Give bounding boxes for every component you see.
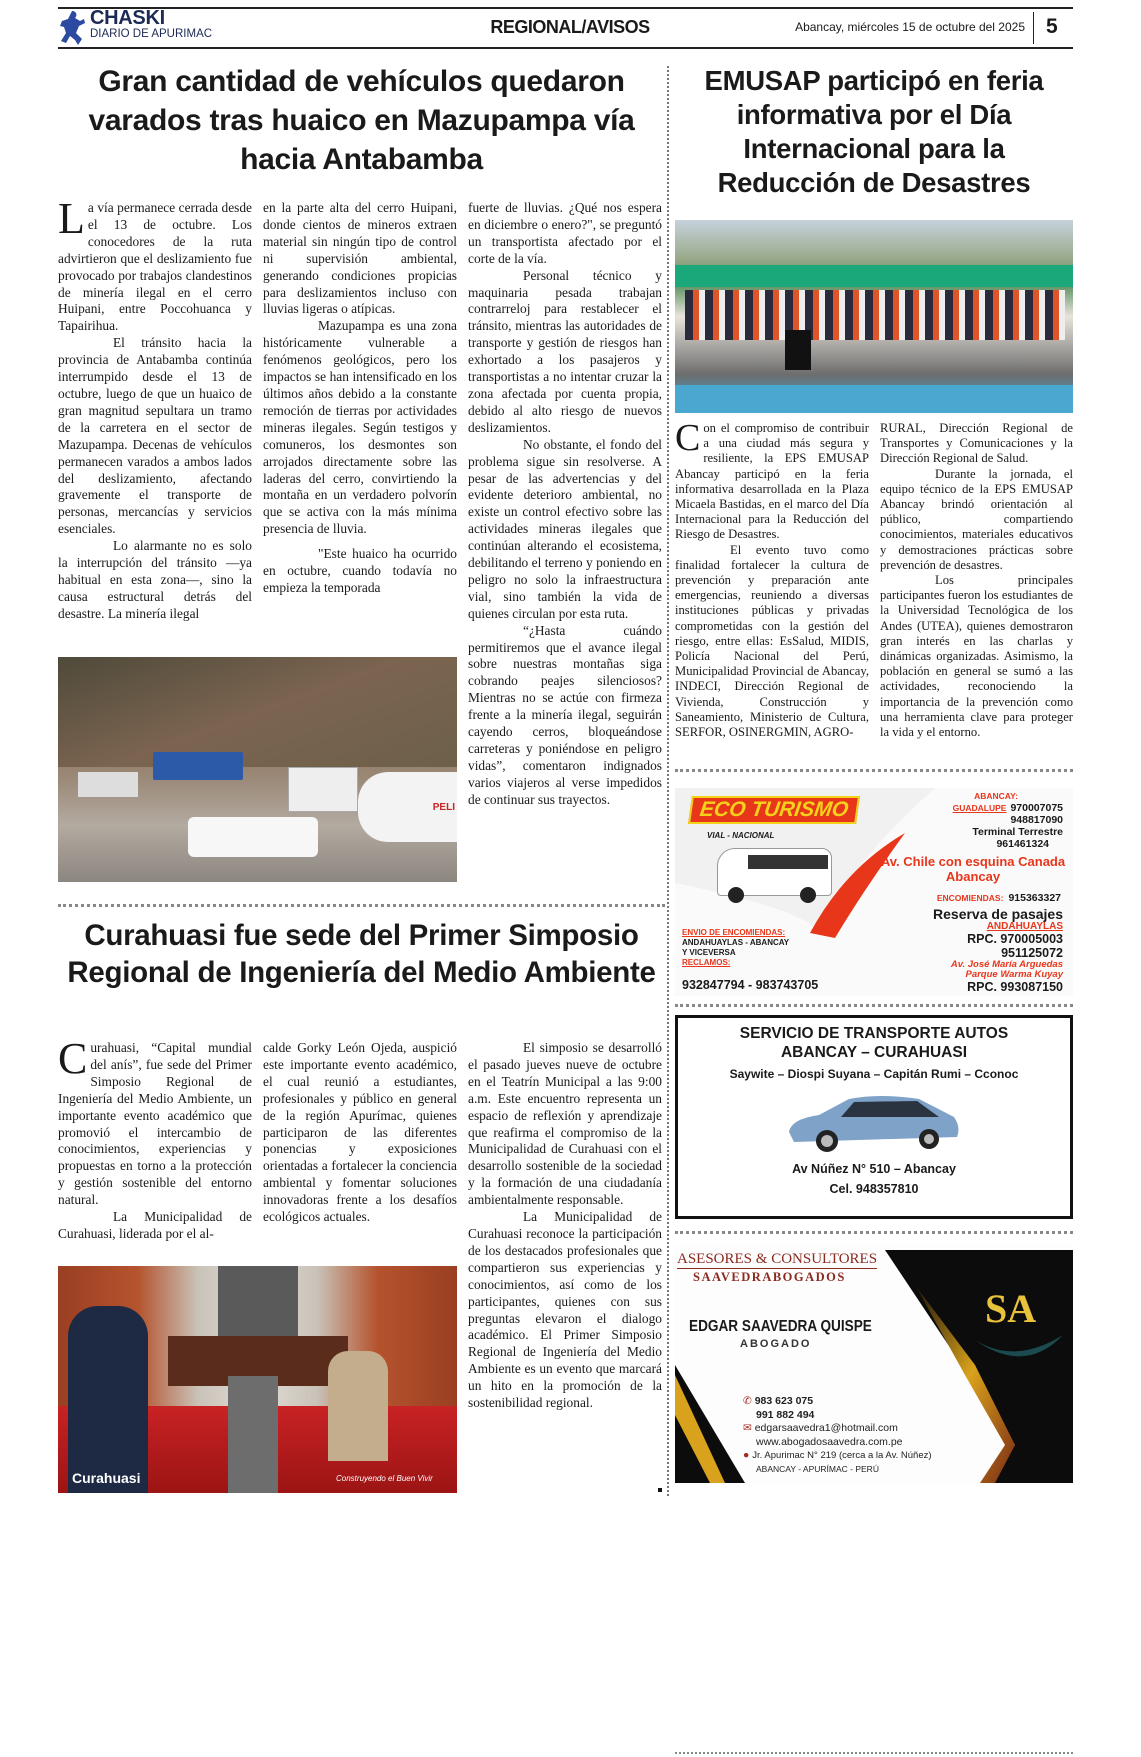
ad-route: Saywite – Diospi Suyana – Capitán Rumi – Cconoc [729, 1067, 1019, 1081]
ad-phone: 932847794 - 983743705 [682, 978, 819, 992]
paragraph: calde Gorky León Ojeda, auspició este importante evento académico, el cual reunió a estudiantes, profesionales y público en general de la región Apurímac, quienes participaron de las diferentes ponencias y exposiciones orientadas a fortalecer la conciencia ambiental y fomentar soluciones innovadoras frente a los desafíos ecológicos actuales. [263, 1040, 457, 1225]
ad-phone: 951125072 [1001, 946, 1063, 960]
article2-column-2 [263, 1040, 457, 1226]
article3-column-2 [880, 421, 1073, 740]
ad-divider [675, 1231, 1073, 1234]
lawyer-name: EDGAR SAAVEDRA QUISPE [689, 1318, 872, 1335]
article1-column-2 [263, 200, 457, 597]
ad-phone: Cel. 948357810 [829, 1182, 919, 1196]
footer-divider [675, 1752, 1073, 1754]
truck-label: PELI [432, 802, 455, 813]
emusap-feria-photo [675, 220, 1073, 413]
paragraph: No obstante, el fondo del problema sigue sin resolverse. A pesar de las advertencias y del evidente deterioro ambiental, no existe un control efectivo sobre las actividades mineras ilegales que continúan alterando el ecosistema, debilitando el terreno y poniendo en peligro no solo la infraestructura vial, sino también la vida de quienes circulan por esta ruta. [468, 436, 662, 621]
ecoturismo-ad [675, 788, 1073, 996]
tanker-truck [358, 772, 457, 842]
paragraph: El simposio se desarrolló el pasado jueves nueve de octubre en el Teatrín Municipal a las 9:00 a.m. Este encuentro representa un espacio de reflexión y aprendizaje que reafirma el compromiso de la Municipalidad de Curahuasi con el desarrollo sostenible de la sociedad y la formación de una ciudadanía ambientalmente responsable. [468, 1040, 662, 1208]
ad-phone: 948817090 [1010, 814, 1063, 826]
ad-title: SERVICIO DE TRANSPORTE AUTOS [739, 1025, 1009, 1042]
header-divider [1033, 12, 1034, 44]
paragraph: fuerte de lluvias. ¿Qué nos espera en diciembre o enero?", se preguntó un transportista afectado por el corte de la vía. [468, 200, 662, 266]
column-divider [667, 66, 669, 1496]
article3-headline: EMUSAP participó en feria informativa por el Día Internacional para la Reducción de Desastres [704, 65, 1044, 198]
issue-date: Abancay, miércoles 15 de octubre del 2025 [795, 20, 1025, 34]
header-bottom-rule [58, 47, 1073, 49]
dropcap: C [675, 417, 701, 459]
lawyer-title: ABOGADO [740, 1338, 812, 1350]
ad-phone: RPC. 970005003 [967, 932, 1063, 946]
ad-email: edgarsaavedra1@hotmail.com [754, 1422, 898, 1434]
ad-website: www.abogadosaavedra.com.pe [756, 1435, 903, 1448]
ad-phone: 915363327 [1008, 892, 1061, 904]
masthead [90, 8, 212, 41]
article2-headline: Curahuasi fue sede del Primer Simposio Regional de Ingeniería del Medio Ambiente [67, 919, 656, 989]
location-pin-icon: ● [743, 1449, 753, 1461]
huaico-vehicles-photo [58, 657, 457, 882]
ad-label: ENCOMIENDAS: [936, 893, 1004, 903]
firm-name: ASESORES & CONSULTORES [677, 1251, 878, 1267]
curahuasi-logo-text: Curahuasi [72, 1470, 141, 1486]
van-image [717, 848, 832, 896]
paragraph: Lo alarmante no es solo la interrupción del tránsito —ya habitual en esta zona—, sino la causa estructural detrás del desastre. La minería ilegal [58, 538, 252, 621]
ad-label: ENVIO DE ENCOMIENDAS: [682, 928, 786, 937]
ad-text: Y VICEVERSA [682, 948, 736, 957]
ecoturismo-logo: ECO TURISMO [688, 796, 860, 824]
ad-divider [675, 769, 1073, 772]
ad-label: RECLAMOS: [682, 958, 731, 967]
ad-text: Terminal Terrestre [972, 826, 1063, 838]
paragraph: en la parte alta del cerro Huipani, donde cientos de mineros extraen material sin ningún tipo de control ni supervisión ambiental, generando condiciones propicias para deslizamientos incluso con lluvias ligeras o atípicas. [263, 200, 457, 317]
article1-headline: Gran cantidad de vehículos quedaron varados tras huaico en Mazupampa vía hacia Antabamba [88, 65, 635, 176]
ad-label: ABANCAY: [974, 791, 1018, 801]
ad-label: ANDAHUAYLAS [986, 921, 1063, 932]
paragraph: "Este huaico ha ocurrido en octubre, cuando todavía no empieza la temporada [263, 546, 457, 595]
page-number: 5 [1046, 15, 1058, 38]
ad-address: Jr. Apurimac N° 219 (cerca a la Av. Núñez) [752, 1450, 932, 1461]
paragraph: Mazupampa es una zona históricamente vulnerable a fenómenos geológicos, pero los impactos se han intensificado en los últimos años debido a la constante remoción de tierras por actividades mineras ilegales. Según testigos y comuneros, los desmontes son arrojados directamente sobre las laderas del cerro, convirtiendo la montaña en un verdadero polvorín que se activa con la más mínima presencia de lluvia. [263, 318, 457, 537]
ad-divider [675, 1004, 1073, 1007]
ad-phone: 961461324 [996, 838, 1049, 850]
dropcap: C [58, 1034, 88, 1083]
paragraph: Los principales participantes fueron los estudiantes de la Universidad Tecnológica de los Andes (UTEA), quienes demostraron gran interés en las charlas y dinámicas organizadas. Asimismo, la población en general se sumó a las actividades, reconociendo la importancia de la prevención como una herramienta clave para proteger la vida y el entorno. [880, 573, 1073, 740]
article1-column-3 [468, 200, 662, 809]
ad-address: Abancay [945, 869, 1001, 884]
abogados-ad [675, 1245, 1073, 1483]
paragraph: RURAL, Dirección Regional de Transportes y Comunicaciones y la Dirección Regional de Salud. [880, 421, 1073, 466]
article1-column-1 [58, 194, 252, 623]
section-title: REGIONAL/AVISOS [490, 17, 650, 37]
paragraph: La Municipalidad de Curahuasi, liderada por el al- [58, 1209, 252, 1241]
chaski-runner-logo-icon [58, 9, 88, 47]
article2-column-3 [468, 1040, 662, 1412]
article3-column-1 [675, 417, 869, 740]
ad-title: ABANCAY – CURAHUASI [780, 1044, 968, 1061]
paragraph: El evento tuvo como finalidad fortalecer la cultura de prevención y preparación ante emergencias, reuniendo a diversas instituciones públicas y privadas comprometidas con la gestión del riesgo, entre ellas: EsSalud, MIDIS, Policía Nacional del Perú, Municipalidad Provincial de Abancay, INDECI, Dirección Regional de Vivienda, Construcción y Saneamiento, Ministerio de Cultura, SERFOR, OSINERGMIN, AGRO- [675, 542, 869, 740]
paragraph: El tránsito hacia la provincia de Antabamba continúa interrumpido desde el 13 de octubre, luego de que un huaico de gran magnitud sepultara un tramo de la carretera en el sector de Mazupampa. Decenas de vehículos permanecen varados a ambos lados del deslizamiento, afectando gravemente el transporte de personas, mercancías y servicios esenciales. [58, 335, 252, 537]
ad-text: ANDAHUAYLAS - ABANCAY [682, 938, 790, 947]
ad-address: Av. Chile con esquina Canada [880, 854, 1066, 869]
ad-text: Reserva de pasajes [933, 906, 1063, 922]
ad-phone: 970007075 [1010, 802, 1063, 814]
paragraph: urahuasi, “Capital mundial del anís”, fue sede del Primer Simposio Regional de Ingeniería del Medio Ambiente, un importante evento académico que promovió el intercambio de conocimientos, experiencias y propuestas en torno a la protección y gestión sostenible del entorno natural. [58, 1040, 252, 1208]
paragraph: a vía permanece cerrada desde el 13 de octubre. Los conocedores de la ruta advirtieron que el deslizamiento fue provocado por trabajos clandestinos de minería ilegal en el cerro Huipani, entre Poccohuanca y Tapairihua. [58, 200, 252, 334]
ad-label: GUADALUPE [952, 803, 1007, 813]
ad-address: Av. José María Arguedas [950, 959, 1063, 970]
ad-address: Av Núñez N° 510 – Abancay [792, 1162, 956, 1176]
end-mark [658, 1488, 662, 1492]
ad-phone: 983 623 075 [754, 1395, 814, 1407]
paragraph: “¿Hasta cuándo permitiremos que el avance ilegal sobre nuestras montañas siga cobrando peajes silenciosos? Mientras no se actúe con firmeza frente a la minería ilegal, seguirán cayendo cerros, bloqueándose carreteras y poniéndose en peligro vidas”, comentaron indignados varios viajeros al verse impedidos de continuar sus trayectos. [468, 622, 662, 807]
ad-tagline: VIAL - NACIONAL [707, 831, 775, 840]
photo-slogan: Construyendo el Buen Vivir [336, 1474, 433, 1483]
paragraph: Durante la jornada, el equipo técnico de la EPS EMUSAP Abancay brindó orientación al público, compartiendo conocimientos, materiales educativos y demostraciones prácticas sobre prevención de desastres. [880, 466, 1073, 572]
brand-subtitle: DIARIO DE APURIMAC [90, 28, 213, 40]
simposio-auditorium-photo [58, 1266, 457, 1493]
car-image-icon [779, 1087, 969, 1157]
ad-address: Parque Warma Kuyay [965, 969, 1063, 980]
article-divider [58, 904, 665, 907]
transporte-ad [675, 1015, 1073, 1219]
phone-icon: ✆ [743, 1395, 755, 1407]
brand-name: CHASKI [90, 7, 165, 29]
paragraph: Personal técnico y maquinaria pesada trabajan contrarreloj para restablecer el tránsito, mientras las autoridades de transporte y gestión de riesgos han exhortado a los pasajeros y transportistas a no intentar cruzar la zona afectada por cuenta propia, debido al alto riesgo de nuevos deslizamientos. [468, 267, 662, 435]
sa-logo: SA [985, 1286, 1037, 1331]
ad-city: ABANCAY - APURÍMAC - PERÚ [756, 1463, 879, 1474]
email-icon: ✉ [743, 1422, 755, 1434]
ad-phone: RPC. 993087150 [967, 980, 1063, 994]
dropcap: L [58, 194, 85, 243]
ad-phone: 991 882 494 [756, 1408, 815, 1421]
paragraph: on el compromiso de contribuir a una ciudad más segura y resiliente, la EPS EMUSAP Abancay participó en la feria informativa desarrollada en la Plaza Micaela Bastidas, en el marco del Día Internacional para la Reducción del Riesgo de Desastres. [675, 421, 869, 542]
article2-column-1 [58, 1034, 252, 1243]
firm-name-2: SAAVEDRABOGADOS [693, 1270, 846, 1284]
paragraph: La Municipalidad de Curahuasi reconoce la participación de los destacados profesionales que compartieron sus experiencias y conocimientos, así como de los participantes, quienes con sus preguntas elevaron el dialogo académico. El Primer Simposio Regional de Ingeniería del Medio Ambiente es un evento que marcará un hito en la promoción de la sostenibilidad regional. [468, 1209, 662, 1411]
